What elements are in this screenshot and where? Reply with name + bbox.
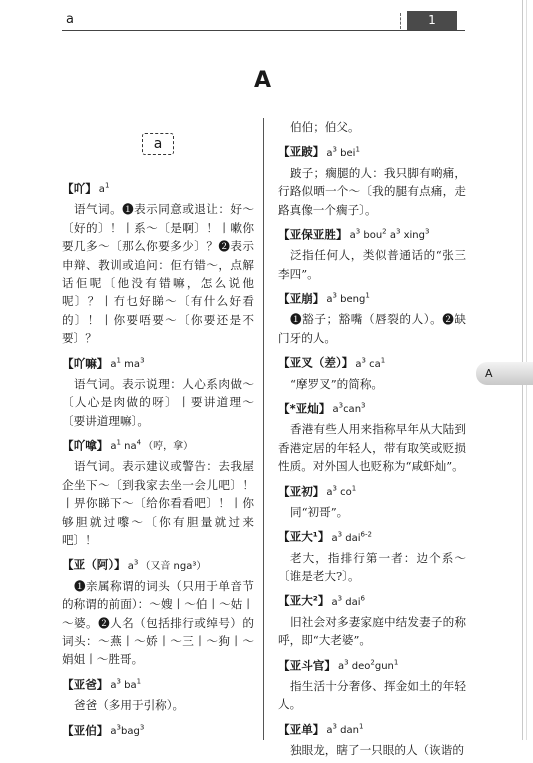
tone-number: 3 [116, 723, 121, 732]
syllable: a [110, 725, 117, 737]
tone-number: 3 [344, 658, 349, 667]
syllable: gun [374, 660, 394, 672]
tone-number: 3 [424, 227, 430, 236]
pronunciation [326, 484, 357, 498]
alt-reading: （哼，拿） [143, 441, 194, 453]
syllable: ma [121, 358, 141, 370]
tone-number: 2 [370, 658, 375, 667]
syllable: a [331, 596, 338, 608]
definition: 泛指任何人，类似普通话的“张三李四”。 [278, 248, 466, 281]
entry-header [278, 525, 466, 547]
headword: 【亚大²】 [278, 593, 330, 608]
syllable: can [343, 404, 362, 416]
subsection-label: a [142, 133, 174, 155]
pronunciation [99, 184, 110, 195]
tone-number: 1 [365, 292, 370, 301]
syllable: beng [337, 294, 366, 306]
pronunciation [332, 401, 366, 416]
tone-number: 6-2 [360, 530, 372, 539]
syllable: a [331, 532, 338, 544]
syllable: a [326, 294, 333, 306]
syllable: a [98, 184, 105, 196]
tone-number: 1 [355, 145, 360, 154]
pronunciation [326, 722, 364, 736]
tone-number: 1 [116, 356, 121, 365]
tone-number: 3 [332, 145, 337, 154]
syllable: dan [337, 725, 359, 736]
entry-header [278, 223, 466, 245]
syllable: a [326, 486, 333, 498]
tone-number: 3 [140, 356, 145, 365]
definition: 香港有些人用来指称早年从大陆到香港定居的年轻人，带有取笑或贬损性质。对外国人也贬称为“咸虾灿”。 [278, 422, 466, 474]
headword: 【亚崩】 [278, 291, 325, 306]
syllable: bei [337, 147, 356, 159]
entry-header [278, 140, 466, 162]
tone-number: 3 [116, 677, 121, 686]
syllable: xing [400, 230, 425, 242]
alt-reading: （又音 nga³） [140, 560, 207, 572]
definition: “摩罗叉”的简称。 [290, 376, 384, 391]
definition: 旧社会对多妻家庭中结发妻子的称呼，即“大老婆”。 [278, 614, 466, 648]
headword: 【亚（阿）】 [62, 557, 126, 572]
page-number: 1 [407, 11, 457, 30]
dictionary-entry [278, 718, 466, 760]
syllable: dai [342, 532, 361, 544]
tone-number: 4 [136, 439, 142, 448]
tone-number: 1 [380, 356, 386, 365]
tone-number: 3 [361, 356, 366, 365]
headword: 【亚大¹】 [278, 529, 330, 544]
tone-number: 1 [136, 677, 142, 686]
tone-number: 1 [104, 182, 110, 190]
left-column [62, 133, 254, 745]
entry-header [62, 434, 254, 456]
dictionary-entry [278, 118, 466, 136]
dictionary-entry [62, 719, 254, 741]
tone-number: 3 [338, 401, 344, 410]
tone-number: 1 [351, 484, 357, 493]
syllable: ba [121, 680, 137, 692]
section-title: A [253, 68, 272, 93]
definition: 语气词。表示建议或警告：去我屋企坐下～〔到我家去坐一会儿吧〕！丨畀你睇下～〔给你看看吧〕！丨你够胆就过嚟～〔你有胆量就过来吧〕！ [62, 459, 254, 548]
entry-header [278, 589, 466, 611]
tone-number: 1 [359, 722, 364, 731]
entry-list [62, 177, 254, 741]
dictionary-entry [278, 654, 466, 714]
pronunciation [355, 356, 386, 370]
pronunciation [331, 530, 372, 544]
dictionary-entry [62, 673, 254, 715]
dictionary-entry [278, 140, 466, 219]
dictionary-entry [62, 434, 254, 549]
tone-number: 6 [360, 594, 365, 603]
headword: 【*亚灿】 [278, 401, 331, 416]
dictionary-entry [62, 352, 254, 431]
syllable: a [110, 441, 117, 453]
syllable: a [349, 230, 356, 242]
tone-number: 3 [133, 558, 139, 567]
syllable: na [121, 441, 137, 453]
entry-header [278, 718, 466, 740]
headword: 【亚初】 [278, 483, 325, 498]
pronunciation [110, 723, 145, 737]
dictionary-entry [62, 177, 254, 348]
definition: 跛子；瘸腿的人：我只脚有啲痛，行路似晒一个～〔我的腿有点痛，走路真像一个瘸子〕。 [278, 165, 466, 217]
syllable: a [127, 560, 134, 572]
syllable: bag [121, 725, 140, 737]
headword: 【吖嘛】 [62, 355, 109, 370]
syllable: a [326, 147, 333, 159]
pronunciation [349, 227, 430, 242]
tone-number: 3 [332, 722, 337, 731]
entry-header [278, 480, 466, 502]
pronunciation [110, 677, 142, 692]
definition: 伯伯；伯父。 [290, 120, 360, 134]
syllable: a [337, 660, 345, 672]
tone-number: 3 [139, 723, 145, 732]
dictionary-entry [278, 223, 466, 283]
syllable: a [355, 358, 362, 370]
dictionary-entry [62, 553, 254, 668]
headword: 【亚单】 [278, 722, 325, 736]
tone-number: 3 [337, 530, 343, 539]
definition: 指生活十分奢侈、挥金如土的年轻人。 [278, 678, 466, 712]
tone-number: 3 [361, 401, 366, 410]
definition: ❶豁子；豁嘴（唇裂的人）。❷缺门牙的人。 [278, 312, 466, 345]
syllable: a [110, 680, 117, 692]
pronunciation [110, 356, 145, 370]
definition: 爸爸（多用于引称）。 [74, 698, 185, 713]
dictionary-entry [278, 480, 466, 522]
entry-header [278, 397, 466, 419]
dictionary-entry [278, 287, 466, 347]
headword: 【亚爸】 [62, 677, 109, 692]
entry-header [278, 654, 466, 676]
header-rule [62, 30, 465, 31]
pronunciation [326, 145, 360, 159]
tone-number: 3 [332, 484, 337, 493]
entry-header [278, 287, 466, 309]
index-tab[interactable]: A [476, 362, 533, 385]
definition: 语气词。表示说理：人心系肉做～〔人心是肉做的呀〕丨要讲道理～〔要讲道理嘛〕。 [62, 376, 254, 428]
entry-header [62, 719, 254, 741]
definition: 独眼龙，瞎了一只眼的人（诙谐的 [290, 743, 464, 757]
headword: 【吖】 [62, 181, 97, 196]
running-header: a [66, 12, 74, 27]
syllable: dai [342, 596, 361, 608]
pronunciation [127, 558, 139, 572]
headword: 【亚斗官】 [278, 657, 336, 672]
pronunciation [110, 441, 141, 452]
entry-list [278, 118, 466, 759]
tone-number: 3 [355, 227, 361, 236]
column-divider [263, 118, 264, 740]
dictionary-entry [278, 525, 466, 585]
syllable: a [326, 725, 333, 736]
definition: ❶亲属称谓的词头（只用于单音节的称谓的前面）：～嫂丨～伯丨～姑丨～婆。❷人名（包括排行或绰号）的词头：～燕丨～娇丨～三丨～狗丨～娟姐丨～胜哥。 [62, 578, 254, 667]
tone-number: 1 [116, 439, 121, 448]
dictionary-entry [278, 351, 466, 393]
dictionary-entry [278, 589, 466, 649]
syllable: a [386, 230, 396, 242]
entry-header [62, 673, 254, 695]
pronunciation [326, 294, 369, 305]
tone-number: 1 [393, 658, 399, 667]
headword: 【亚保亚胜】 [278, 227, 348, 242]
header-divider [400, 13, 402, 29]
headword: 【吖嗱】 [62, 438, 109, 453]
syllable: ca [365, 358, 381, 370]
headword: 【亚伯】 [62, 722, 109, 737]
tone-number: 2 [382, 227, 387, 236]
entry-header [62, 352, 254, 374]
headword: 【亚叉（差）】 [278, 355, 354, 370]
entry-header [62, 553, 254, 575]
entry-header [278, 351, 466, 373]
definition: 同“初哥”。 [290, 504, 349, 519]
tone-number: 3 [332, 292, 337, 301]
pronunciation [331, 594, 365, 608]
entry-header [62, 177, 254, 199]
tone-number: 3 [395, 227, 401, 236]
syllable: deo [348, 660, 371, 672]
syllable: co [337, 486, 352, 498]
dictionary-entry [278, 397, 466, 476]
tone-number: 3 [337, 594, 343, 603]
definition: 老大，指排行第一者：边个系～〔谁是老大?〕。 [278, 550, 466, 583]
syllable: a [332, 404, 339, 416]
pronunciation [337, 658, 399, 672]
right-column [278, 118, 466, 763]
definition: 语气词。❶表示同意或退让：好～〔好的〕！丨系～〔是啊〕！丨嗽你要几多～〔那么你要多少〕？❷表示申辩、教训或追问：佢冇错～，点解话佢呢〔他没有错嘛，怎么说他呢〕？丨冇乜好睇～〔有什么好看的〕！丨你要唔要～〔你要还是不要〕？ [62, 202, 254, 346]
syllable: bou [360, 230, 383, 242]
headword: 【亚跛】 [278, 144, 325, 159]
syllable: a [110, 358, 117, 370]
